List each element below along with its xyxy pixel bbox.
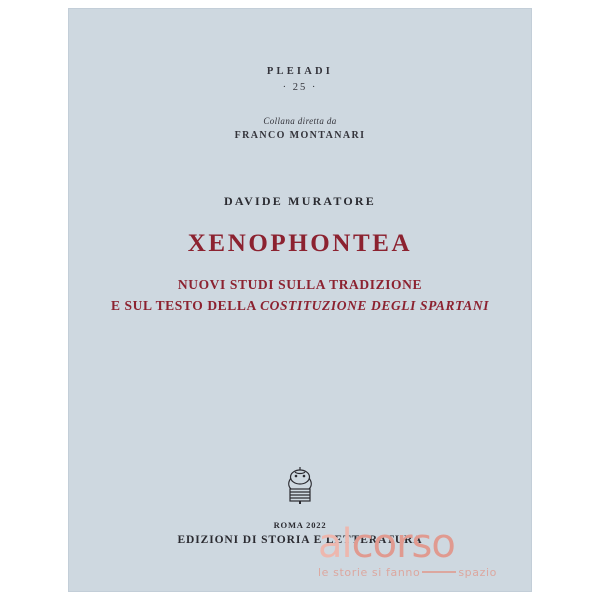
- author-name: DAVIDE MURATORE: [223, 194, 376, 208]
- series-name: PLEIADI: [266, 66, 334, 77]
- subtitle-line-2: [68, 295, 532, 316]
- imprint-place-year: ROMA 2022: [273, 520, 327, 530]
- series-number: · 25 ·: [282, 82, 318, 93]
- watermark-tagline-right: spazio: [458, 566, 497, 579]
- series-block: [68, 66, 532, 141]
- series-editor-name: FRANCO MONTANARI: [234, 130, 366, 141]
- watermark-tagline-left: le storie si fanno: [318, 566, 421, 579]
- book-subtitle: [68, 274, 532, 316]
- book-title: XENOPHONTEA: [187, 230, 413, 257]
- imprint-block: [68, 520, 532, 546]
- subtitle-line-1: NUOVI STUDI SULLA TRADIZIONE: [177, 277, 423, 292]
- series-edited-by-label: Collana diretta da: [263, 116, 337, 126]
- subtitle-work-title: COSTITUZIONE DEGLI SPARTANI: [260, 298, 490, 313]
- subtitle-line-2-prefix: E SUL TESTO DELLA: [110, 298, 261, 313]
- watermark-brand-corso: corso: [351, 521, 455, 567]
- publisher-emblem-icon: [68, 466, 532, 511]
- watermark-brand-al: al: [318, 521, 352, 567]
- book-cover: [68, 8, 532, 592]
- imprint-publisher: EDIZIONI DI STORIA E LETTERATURA: [177, 534, 423, 546]
